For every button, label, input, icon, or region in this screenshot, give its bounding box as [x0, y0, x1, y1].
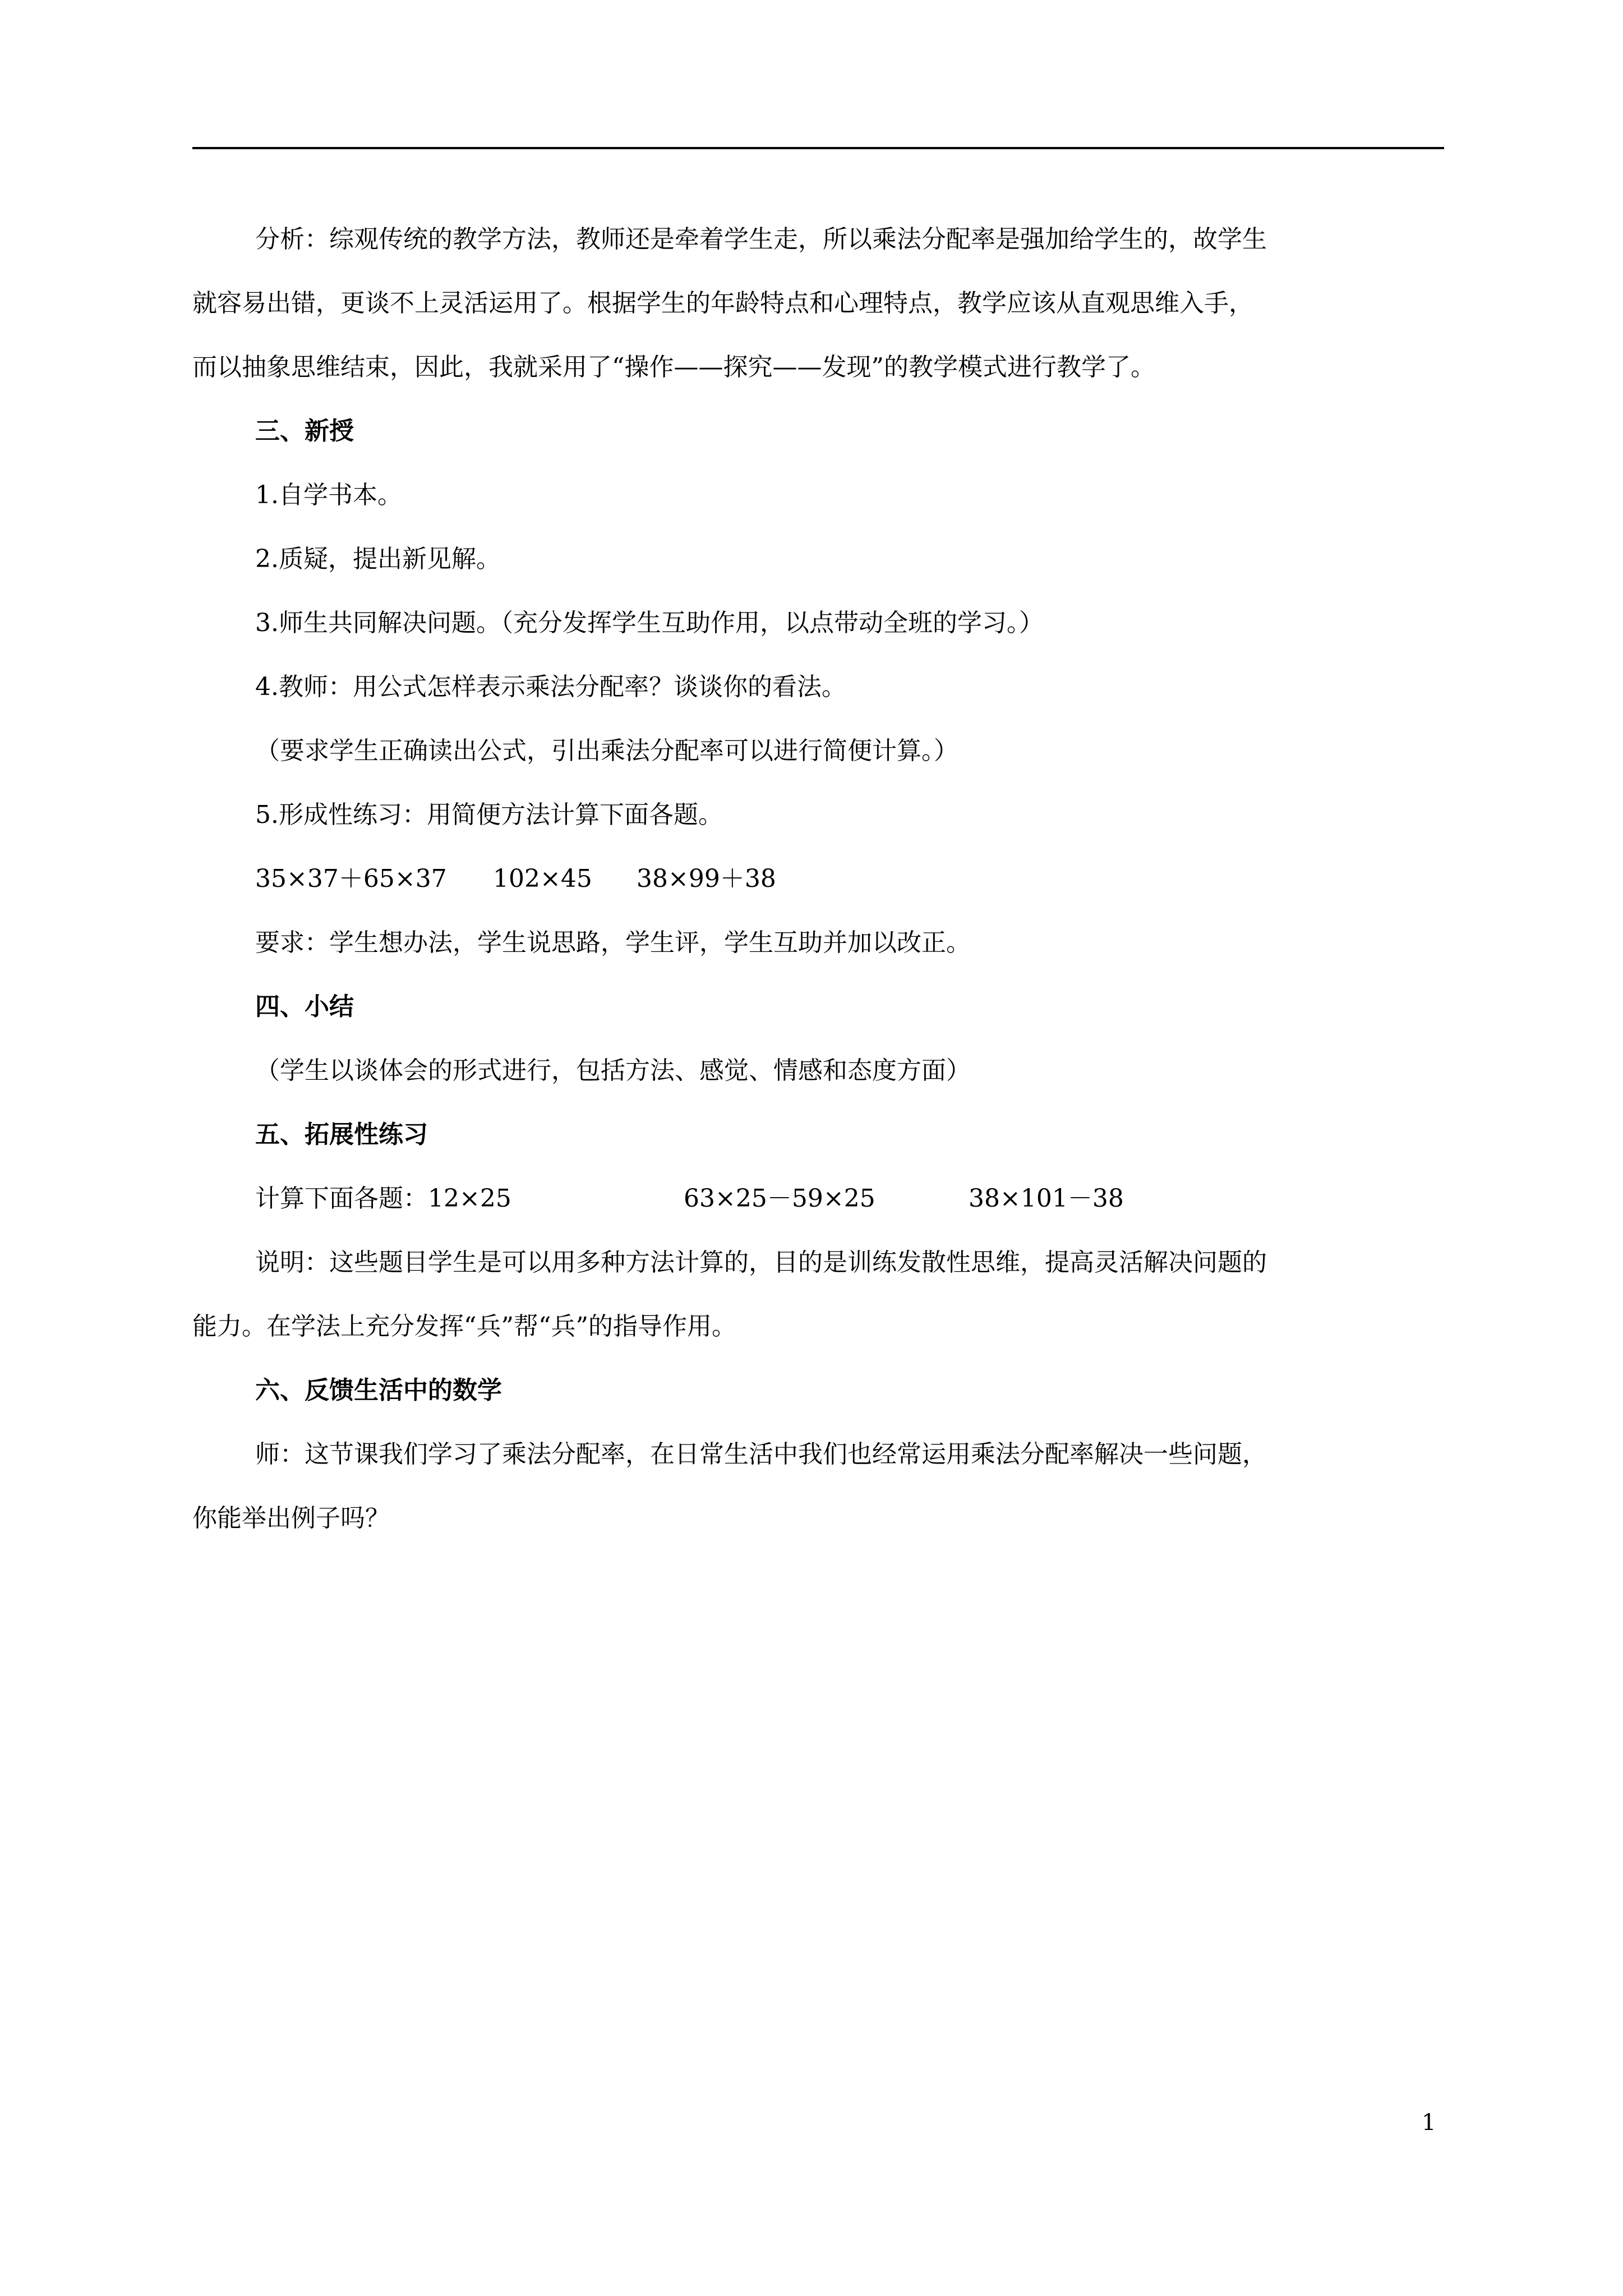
section-heading-new-teaching: 三、新授: [255, 417, 354, 445]
problem-prompt: 计算下面各题：: [255, 1184, 428, 1213]
page-number: 1: [1422, 2110, 1436, 2136]
teacher-line-2: 你能举出例子吗？: [192, 1504, 390, 1533]
exercise: 102×45: [493, 864, 592, 893]
explanation-line-1: 说明：这些题目学生是可以用多种方法计算的，目的是训练发散性思维，提高灵活解决问题的: [255, 1248, 1267, 1277]
list-item: 2.质疑，提出新见解。: [255, 545, 501, 573]
list-item: 5.形成性练习：用简便方法计算下面各题。: [255, 800, 723, 829]
list-item: 3.师生共同解决问题。（充分发挥学生互助作用，以点带动全班的学习。）: [255, 609, 1044, 637]
summary-text: （学生以谈体会的形式进行，包括方法、感觉、情感和态度方面）: [255, 1056, 971, 1085]
teacher-line-1: 师：这节课我们学习了乘法分配率，在日常生活中我们也经常运用乘法分配率解决一些问题，: [255, 1440, 1267, 1469]
analysis-line-3: 而以抽象思维结束，因此，我就采用了“操作——探究——发现”的教学模式进行教学了。: [192, 353, 1155, 381]
exercise: 38×99＋38: [637, 864, 776, 893]
header-rule: [192, 147, 1444, 149]
section-heading-life-math: 六、反馈生活中的数学: [255, 1376, 502, 1405]
problem: 38×101－38: [969, 1184, 1124, 1213]
exercise: 35×37＋65×37: [255, 864, 447, 893]
explanation-line-2: 能力。在学法上充分发挥“兵”帮“兵”的指导作用。: [192, 1312, 736, 1341]
list-item: 4.教师：用公式怎样表示乘法分配率？谈谈你的看法。: [255, 673, 846, 701]
analysis-line-2: 就容易出错，更谈不上灵活运用了。根据学生的年龄特点和心理特点，教学应该从直观思维入手，: [192, 289, 1253, 318]
problem: 63×25－59×25: [684, 1184, 875, 1213]
note-text: （要求学生正确读出公式，引出乘法分配率可以进行简便计算。）: [255, 737, 958, 765]
problem-row: [192, 1167, 1444, 1231]
problem: 12×25: [428, 1184, 511, 1213]
document-body: [192, 208, 1444, 1550]
section-heading-summary: 四、小结: [255, 992, 354, 1021]
exercise-row: [192, 847, 1444, 911]
requirement-text: 要求：学生想办法，学生说思路，学生评，学生互助并加以改正。: [255, 928, 971, 957]
section-heading-extended-practice: 五、拓展性练习: [255, 1120, 428, 1149]
list-item: 1.自学书本。: [255, 481, 402, 509]
analysis-line-1: 分析：综观传统的教学方法，教师还是牵着学生走，所以乘法分配率是强加给学生的，故学生: [255, 225, 1267, 254]
